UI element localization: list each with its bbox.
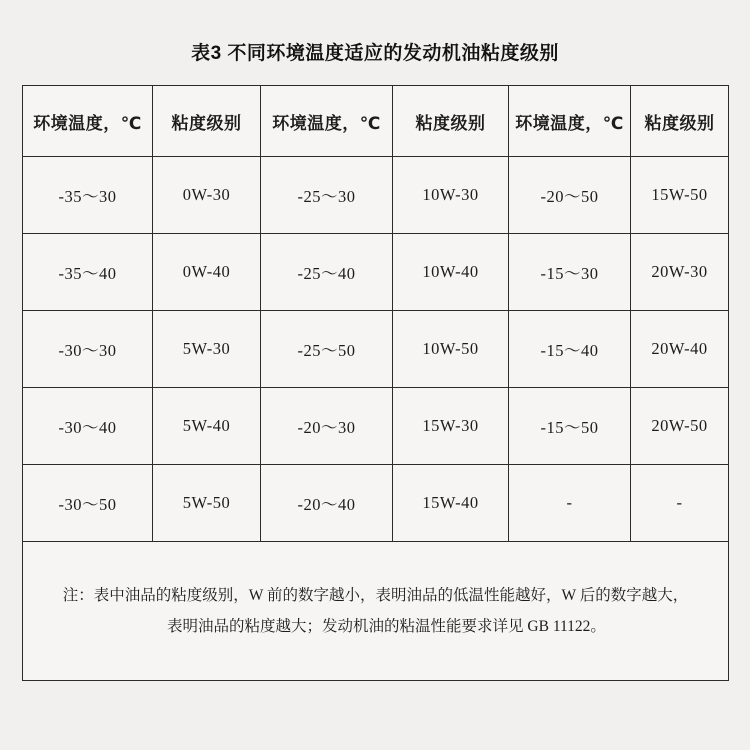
cell-grade: 15W-50 — [631, 157, 729, 234]
cell-temp: -15～30 — [509, 234, 631, 311]
table-row — [23, 157, 729, 234]
cell-grade: 15W-30 — [393, 388, 509, 465]
table-note-row — [23, 542, 729, 681]
cell-grade: 5W-50 — [153, 465, 261, 542]
cell-grade: 10W-30 — [393, 157, 509, 234]
column-header-ambient-temp-2: 环境温度，℃ — [261, 86, 393, 157]
cell-grade: 0W-30 — [153, 157, 261, 234]
cell-grade: - — [631, 465, 729, 542]
cell-grade: 15W-40 — [393, 465, 509, 542]
cell-temp: -15～50 — [509, 388, 631, 465]
table-header-row — [23, 86, 729, 157]
cell-temp: -30～50 — [23, 465, 153, 542]
cell-temp: -20～30 — [261, 388, 393, 465]
cell-temp: -15～40 — [509, 311, 631, 388]
table-body — [23, 157, 729, 542]
cell-temp: -25～50 — [261, 311, 393, 388]
cell-grade: 20W-40 — [631, 311, 729, 388]
table-row — [23, 234, 729, 311]
column-header-viscosity-grade-1: 粘度级别 — [153, 86, 261, 157]
table-footer — [23, 542, 729, 681]
table-row — [23, 388, 729, 465]
page-title: 表3 不同环境温度适应的发动机油粘度级别 — [191, 43, 559, 64]
cell-temp: -35～30 — [23, 157, 153, 234]
cell-grade: 0W-40 — [153, 234, 261, 311]
cell-temp: -20～50 — [509, 157, 631, 234]
table-note-line-1: 注：表中油品的粘度级别，W 前的数字越小，表明油品的低温性能越好，W 后的数字越大， — [62, 587, 689, 604]
column-header-ambient-temp-3: 环境温度，℃ — [509, 86, 631, 157]
table-note — [23, 542, 729, 681]
cell-grade: 5W-40 — [153, 388, 261, 465]
table-row — [23, 465, 729, 542]
cell-temp: -25～30 — [261, 157, 393, 234]
cell-temp: -30～30 — [23, 311, 153, 388]
cell-grade: 20W-50 — [631, 388, 729, 465]
cell-temp: -30～40 — [23, 388, 153, 465]
cell-temp: -25～40 — [261, 234, 393, 311]
table-note-line-2: 表明油品的粘度越大；发动机油的粘温性能要求详见 GB 11122。 — [167, 618, 606, 635]
cell-temp: -35～40 — [23, 234, 153, 311]
column-header-ambient-temp-1: 环境温度，℃ — [23, 86, 153, 157]
table-row — [23, 311, 729, 388]
cell-grade: 5W-30 — [153, 311, 261, 388]
cell-grade: 10W-40 — [393, 234, 509, 311]
column-header-viscosity-grade-2: 粘度级别 — [393, 86, 509, 157]
cell-grade: 20W-30 — [631, 234, 729, 311]
viscosity-grade-table — [22, 85, 729, 681]
table-header — [23, 86, 729, 157]
cell-temp: -20～40 — [261, 465, 393, 542]
cell-temp: - — [509, 465, 631, 542]
column-header-viscosity-grade-3: 粘度级别 — [631, 86, 729, 157]
cell-grade: 10W-50 — [393, 311, 509, 388]
